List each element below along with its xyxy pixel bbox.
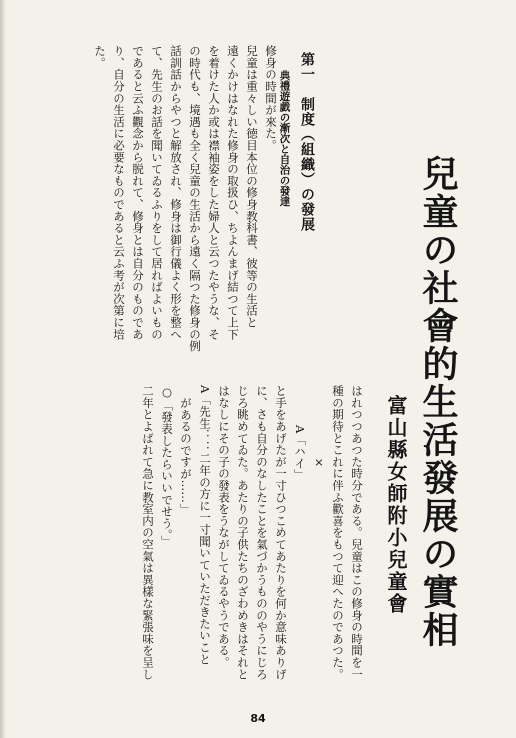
dialogue-line: ○「發表したらいいでせう。」 bbox=[160, 385, 174, 547]
article-author: 富山縣女師附小兒童會 bbox=[384, 395, 408, 615]
section-subheading: 典禮遊戯の漸次と自治の發達 bbox=[278, 70, 291, 207]
dialogue-line: A「先生：：二年の方に一寸聞いていただきたいこと bbox=[198, 385, 212, 666]
upper-body-text bbox=[90, 45, 280, 425]
body-column: を着けた人か或は襟袖姿をした婦人と云つたやうな、そ bbox=[207, 45, 221, 340]
body-column: 遠くかけはなれた修身の取扱ひ、ちよんまげ結つて上下 bbox=[226, 45, 240, 340]
section-divider-mark: × bbox=[312, 455, 326, 470]
body-column: はれつつあつた時分である。兒童はこの修身の時間を一 bbox=[350, 385, 364, 680]
body-column: り、自分の生活に必要なものであると云ふ考が次第に培 bbox=[112, 45, 126, 340]
body-column: 種の期待とこれに伴ふ歡喜をもつて迎へたのであつた。 bbox=[331, 385, 345, 680]
page-number: 84 bbox=[250, 712, 266, 725]
section-heading: 第一 制度（組織）の發展 bbox=[299, 52, 315, 232]
body-column: 修身の時間が來た。 bbox=[264, 45, 278, 152]
lower-body-text bbox=[138, 385, 366, 715]
body-column: 話訓話からやつと解放され、修身は御行儀よく形を整へ bbox=[169, 45, 183, 340]
dialogue-line: があるのですが……」 bbox=[179, 397, 193, 515]
scan-edge bbox=[0, 0, 6, 738]
body-column: た。 bbox=[93, 45, 107, 69]
body-column: であると云ふ觀念から脱れて、修身とは自分のものであ bbox=[131, 45, 145, 340]
body-column: の時代も、境遇も全く兒童の生活から遠く隔つた修身の例 bbox=[188, 45, 202, 352]
body-column: 兒童は重々しい徳目本位の修身教科書、彼等の生活と bbox=[245, 45, 259, 329]
body-column: はなしにその子の發表をうながしてゐるやうである。 bbox=[217, 385, 231, 669]
article-title: 兒童の社會的生活發展の實相 bbox=[417, 155, 459, 649]
body-column: に、さも自分のなしたことを氣づかうもののやうにじろ bbox=[255, 385, 269, 680]
dialogue-line: A「ハイ」 bbox=[293, 425, 307, 481]
body-column: て、先生のお話を聞いてゐるふりをして居ればよいもの bbox=[150, 45, 164, 340]
body-column: じろ眺めてゐた。あたりの子供たちのざわめきはそれと bbox=[236, 385, 250, 680]
body-column: と手をあげたが一寸ひつこめてあたりを何か意味ありげ bbox=[274, 385, 288, 680]
body-column: 二年とよばれて急に教室内の空氣は異樣な緊張味を呈し bbox=[141, 385, 155, 680]
